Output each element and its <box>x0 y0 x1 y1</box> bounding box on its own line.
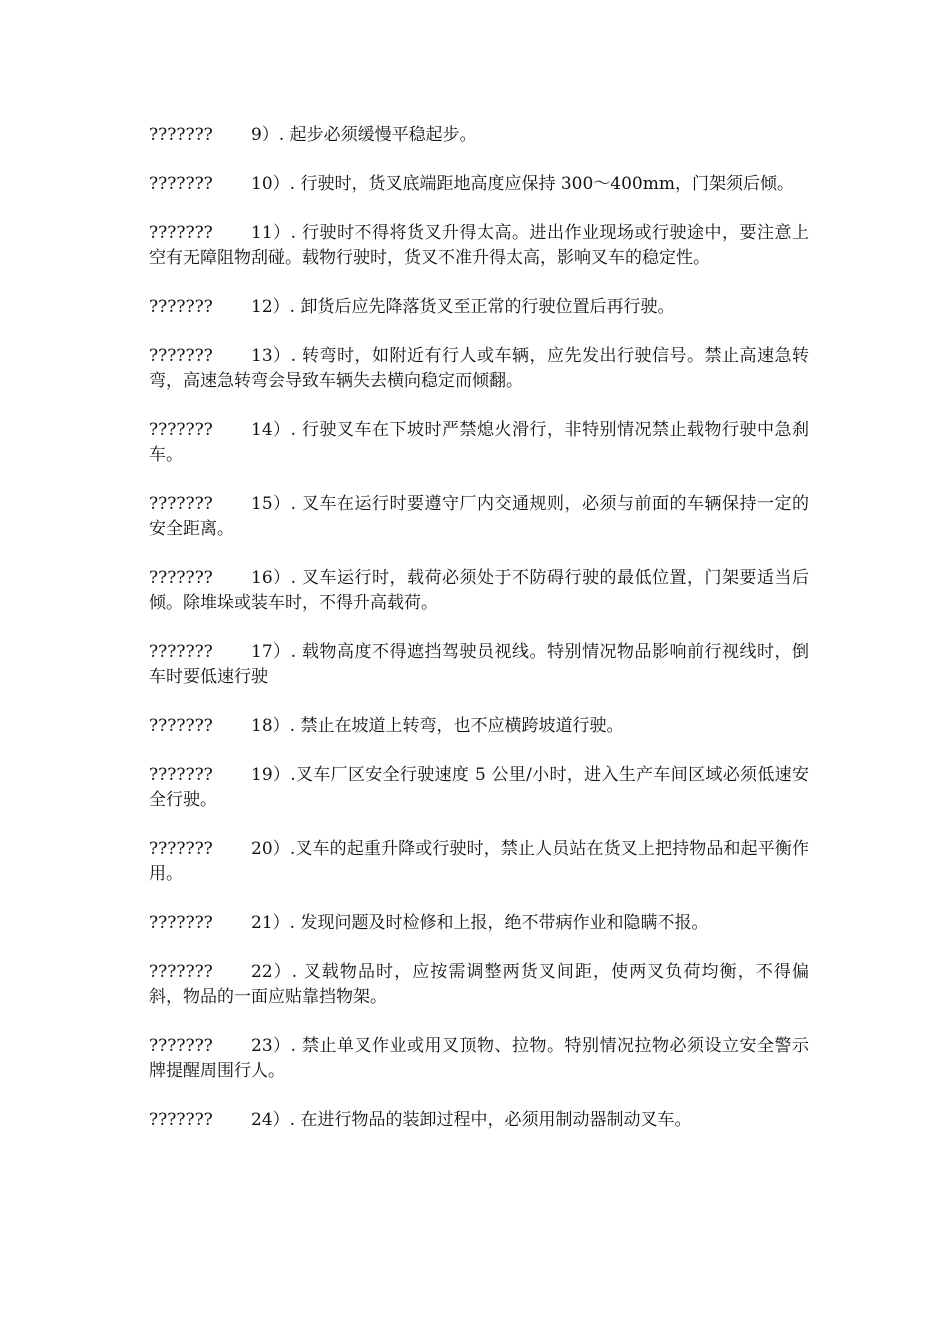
rule-item-11 <box>149 221 809 271</box>
item-prefix: ??????? <box>149 642 213 662</box>
rule-item-13 <box>149 344 809 394</box>
rule-item-23 <box>149 1034 809 1084</box>
item-prefix: ??????? <box>149 962 213 982</box>
rule-item-12 <box>149 295 809 320</box>
item-text: 15）. 叉车在运行时要遵守厂内交通规则，必须与前面的车辆保持一定的安全距离。 <box>149 494 809 539</box>
rule-item-21 <box>149 911 809 936</box>
item-text: 13）. 转弯时，如附近有行人或车辆，应先发出行驶信号。禁止高速急转弯，高速急转弯会导致车辆失去横向稳定而倾翻。 <box>149 346 809 391</box>
item-text: 12）. 卸货后应先降落货叉至正常的行驶位置后再行驶。 <box>251 297 675 317</box>
item-text: 21）. 发现问题及时检修和上报，绝不带病作业和隐瞒不报。 <box>251 913 709 933</box>
rule-item-17 <box>149 640 809 690</box>
item-prefix: ??????? <box>149 125 213 145</box>
item-prefix: ??????? <box>149 494 213 514</box>
rule-item-19 <box>149 763 809 813</box>
item-prefix: ??????? <box>149 913 213 933</box>
item-text: 9）. 起步必须缓慢平稳起步。 <box>251 125 477 145</box>
item-prefix: ??????? <box>149 1036 213 1056</box>
rule-item-18 <box>149 714 809 739</box>
item-text: 18）. 禁止在坡道上转弯，也不应横跨坡道行驶。 <box>251 716 624 736</box>
item-prefix: ??????? <box>149 297 213 317</box>
item-text: 16）. 叉车运行时，载荷必须处于不防碍行驶的最低位置，门架要适当后倾。除堆垛或装车时，不得升高载荷。 <box>149 568 809 613</box>
item-text: 10）. 行驶时，货叉底端距地高度应保持 300～400mm，门架须后倾。 <box>251 174 794 194</box>
rule-item-16 <box>149 566 809 616</box>
item-prefix: ??????? <box>149 174 213 194</box>
rule-item-22 <box>149 960 809 1010</box>
rule-item-20 <box>149 837 809 887</box>
item-prefix: ??????? <box>149 839 213 859</box>
item-prefix: ??????? <box>149 716 213 736</box>
item-prefix: ??????? <box>149 346 213 366</box>
item-text: 23）. 禁止单叉作业或用叉顶物、拉物。特别情况拉物必须设立安全警示牌提醒周围行人。 <box>149 1036 809 1081</box>
item-text: 20）.叉车的起重升降或行驶时，禁止人员站在货叉上把持物品和起平衡作用。 <box>149 839 809 884</box>
item-text: 24）. 在进行物品的装卸过程中，必须用制动器制动叉车。 <box>251 1110 692 1130</box>
item-prefix: ??????? <box>149 1110 213 1130</box>
item-prefix: ??????? <box>149 223 213 243</box>
item-text: 22）. 叉载物品时，应按需调整两货叉间距，使两叉负荷均衡，不得偏斜，物品的一面应贴靠挡物架。 <box>149 962 809 1007</box>
item-text: 17）. 载物高度不得遮挡驾驶员视线。特别情况物品影响前行视线时，倒车时要低速行驶 <box>149 642 809 687</box>
item-text: 19）.叉车厂区安全行驶速度 5 公里/小时，进入生产车间区域必须低速安全行驶。 <box>149 765 809 810</box>
item-text: 14）. 行驶叉车在下坡时严禁熄火滑行，非特别情况禁止载物行驶中急刹车。 <box>149 420 809 465</box>
item-prefix: ??????? <box>149 765 213 785</box>
rule-item-14 <box>149 418 809 468</box>
item-prefix: ??????? <box>149 568 213 588</box>
rule-item-15 <box>149 492 809 542</box>
rule-item-10 <box>149 172 809 197</box>
rule-item-9 <box>149 123 809 148</box>
document-page <box>149 123 809 1157</box>
item-text: 11）. 行驶时不得将货叉升得太高。进出作业现场或行驶途中，要注意上空有无障阻物刮碰。载物行驶时，货叉不准升得太高，影响叉车的稳定性。 <box>149 223 809 268</box>
rule-item-24 <box>149 1108 809 1133</box>
item-prefix: ??????? <box>149 420 213 440</box>
